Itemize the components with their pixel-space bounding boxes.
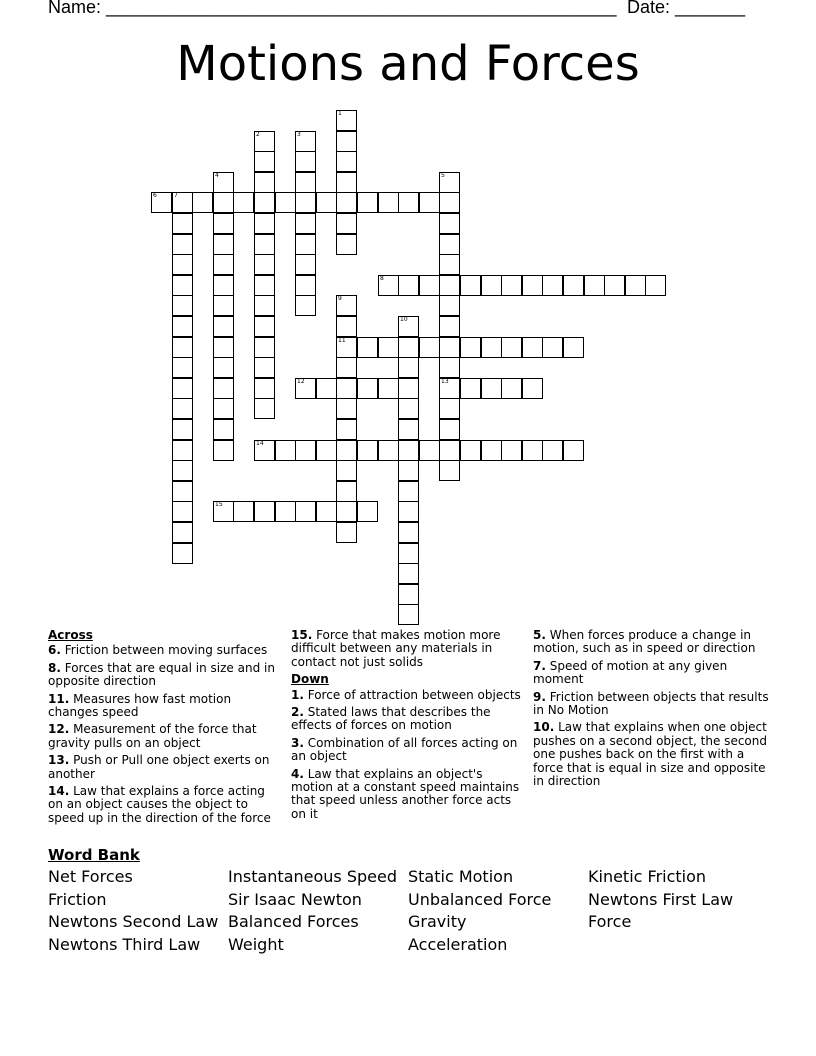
grid-cell[interactable] <box>295 254 316 275</box>
grid-cell[interactable] <box>439 337 460 358</box>
grid-cell[interactable] <box>542 337 563 358</box>
grid-cell[interactable] <box>316 440 337 461</box>
grid-cell[interactable] <box>439 172 460 193</box>
grid-cell[interactable] <box>398 563 419 584</box>
grid-cell[interactable] <box>439 275 460 296</box>
grid-cell[interactable] <box>336 213 357 234</box>
clue-number: 4 <box>215 172 219 179</box>
clue-text: Law that explains when one object pushes on a second object, the second one pushes back on the first with a force that is equal in size and opposite in direction <box>533 720 767 789</box>
grid-cell[interactable] <box>254 131 275 152</box>
grid-cell[interactable] <box>172 460 193 481</box>
grid-cell[interactable] <box>398 584 419 605</box>
word-bank-word: Unbalanced Force <box>408 889 552 909</box>
grid-cell[interactable] <box>522 337 543 358</box>
grid-cell[interactable] <box>172 316 193 337</box>
grid-cell[interactable] <box>481 337 502 358</box>
grid-cell[interactable] <box>439 357 460 378</box>
grid-cell[interactable] <box>336 172 357 193</box>
page-title: Motions and Forces <box>176 36 640 92</box>
grid-cell[interactable] <box>213 316 234 337</box>
grid-cell[interactable] <box>213 275 234 296</box>
clue-number-label: 7. <box>533 658 546 673</box>
grid-cell[interactable] <box>213 192 234 213</box>
clue-text: Force of attraction between objects <box>303 687 521 702</box>
grid-cell[interactable] <box>336 110 357 131</box>
word-bank-word: Kinetic Friction <box>588 867 707 886</box>
grid-cell[interactable] <box>213 419 234 440</box>
grid-cell[interactable] <box>419 440 440 461</box>
clue-text: Measurement of the force that gravity pulls on an object <box>48 722 257 750</box>
grid-cell[interactable] <box>172 398 193 419</box>
grid-cell[interactable] <box>398 460 419 481</box>
word-bank-word: Sir Isaac Newton <box>228 889 362 909</box>
grid-cell[interactable] <box>398 543 419 564</box>
grid-cell[interactable] <box>481 275 502 296</box>
clue-item <box>291 629 523 669</box>
grid-cell[interactable] <box>295 501 316 522</box>
grid-cell[interactable] <box>336 295 357 316</box>
clue-number: 13 <box>441 378 449 385</box>
grid-cell[interactable] <box>625 275 646 296</box>
grid-cell[interactable] <box>357 378 378 399</box>
grid-cell[interactable] <box>336 419 357 440</box>
grid-cell[interactable] <box>439 213 460 234</box>
grid-cell[interactable] <box>254 378 275 399</box>
grid-cell[interactable] <box>172 543 193 564</box>
grid-cell[interactable] <box>233 192 254 213</box>
clue-text: Friction between objects that results in No Motion <box>533 689 769 718</box>
grid-cell[interactable] <box>295 172 316 193</box>
grid-cell[interactable] <box>439 254 460 275</box>
grid-cell[interactable] <box>254 192 275 213</box>
clue-item <box>48 754 280 781</box>
clues-column-1 <box>48 629 280 829</box>
grid-cell[interactable] <box>439 316 460 337</box>
grid-cell[interactable] <box>254 316 275 337</box>
grid-cell[interactable] <box>275 192 296 213</box>
clue-item <box>48 662 280 689</box>
grid-cell[interactable] <box>316 378 337 399</box>
clue-item <box>48 693 280 720</box>
grid-cell[interactable] <box>439 378 460 399</box>
grid-cell[interactable] <box>501 337 522 358</box>
grid-cell[interactable] <box>172 378 193 399</box>
grid-cell[interactable] <box>357 501 378 522</box>
word-bank-word: Balanced Forces <box>228 912 359 932</box>
clue-text: Stated laws that describes the effects of forces on motion <box>291 705 491 733</box>
grid-cell[interactable] <box>172 440 193 461</box>
grid-cell[interactable] <box>172 213 193 234</box>
grid-cell[interactable] <box>398 481 419 502</box>
grid-cell[interactable] <box>439 419 460 440</box>
clue-number-label: 8. <box>48 660 61 675</box>
grid-cell[interactable] <box>295 131 316 152</box>
word-bank-column <box>408 866 551 956</box>
grid-cell[interactable] <box>460 378 481 399</box>
grid-cell[interactable] <box>522 275 543 296</box>
clue-item <box>291 768 523 822</box>
grid-cell[interactable] <box>398 357 419 378</box>
clue-text: Combination of all forces acting on an object <box>291 735 518 764</box>
grid-cell[interactable] <box>481 440 502 461</box>
clue-item <box>48 644 280 657</box>
grid-cell[interactable] <box>316 192 337 213</box>
grid-cell[interactable] <box>172 337 193 358</box>
grid-cell[interactable] <box>213 234 234 255</box>
clue-number-label: 1. <box>291 687 304 702</box>
grid-cell[interactable] <box>398 419 419 440</box>
grid-cell[interactable] <box>233 501 254 522</box>
grid-cell[interactable] <box>501 378 522 399</box>
grid-cell[interactable] <box>275 440 296 461</box>
clue-text: Speed of motion at any given moment <box>533 658 728 687</box>
grid-cell[interactable] <box>419 275 440 296</box>
grid-cell[interactable] <box>213 440 234 461</box>
grid-cell[interactable] <box>336 440 357 461</box>
word-bank-word: Newtons First Law <box>588 889 734 909</box>
grid-cell[interactable] <box>357 337 378 358</box>
grid-cell[interactable] <box>172 275 193 296</box>
grid-cell[interactable] <box>336 131 357 152</box>
grid-cell[interactable] <box>295 234 316 255</box>
grid-cell[interactable] <box>213 501 234 522</box>
clue-text: When forces produce a change in motion, such as in speed or direction <box>533 628 756 656</box>
clue-number-label: 12. <box>48 722 70 737</box>
word-bank-column <box>228 866 397 956</box>
grid-cell[interactable] <box>398 378 419 399</box>
word-bank-column <box>48 866 218 956</box>
grid-cell[interactable] <box>522 440 543 461</box>
clue-text: Friction between moving surfaces <box>60 643 268 658</box>
clue-number: 5 <box>441 172 445 179</box>
grid-cell[interactable] <box>584 275 605 296</box>
grid-cell[interactable] <box>378 378 399 399</box>
grid-cell[interactable] <box>563 440 584 461</box>
grid-cell[interactable] <box>172 295 193 316</box>
grid-cell[interactable] <box>275 501 296 522</box>
grid-cell[interactable] <box>213 295 234 316</box>
grid-cell[interactable] <box>378 275 399 296</box>
clue-number: 14 <box>256 440 264 447</box>
down-heading: Down <box>291 672 329 687</box>
grid-cell[interactable] <box>378 192 399 213</box>
grid-cell[interactable] <box>213 172 234 193</box>
grid-cell[interactable] <box>439 398 460 419</box>
grid-cell[interactable] <box>398 398 419 419</box>
word-bank-word: Friction <box>48 889 107 909</box>
grid-cell[interactable] <box>254 151 275 172</box>
grid-cell[interactable] <box>213 254 234 275</box>
grid-cell[interactable] <box>254 398 275 419</box>
word-bank-column <box>588 866 733 934</box>
grid-cell[interactable] <box>254 172 275 193</box>
grid-cell[interactable] <box>336 316 357 337</box>
grid-cell[interactable] <box>254 275 275 296</box>
grid-cell[interactable] <box>542 440 563 461</box>
grid-cell[interactable] <box>439 440 460 461</box>
grid-cell[interactable] <box>357 192 378 213</box>
grid-cell[interactable] <box>439 460 460 481</box>
word-bank-title: Word Bank <box>48 846 140 864</box>
date-field-label: Date: _______ <box>627 0 746 17</box>
clue-number: 15 <box>215 501 223 508</box>
grid-cell[interactable] <box>439 192 460 213</box>
grid-cell[interactable] <box>563 337 584 358</box>
grid-cell[interactable] <box>419 192 440 213</box>
clue-number: 11 <box>338 337 346 344</box>
clue-number-label: 6. <box>48 643 61 658</box>
grid-cell[interactable] <box>213 378 234 399</box>
word-bank-word: Static Motion <box>408 867 514 886</box>
grid-cell[interactable] <box>336 398 357 419</box>
clue-item <box>533 691 769 718</box>
grid-cell[interactable] <box>254 254 275 275</box>
grid-cell[interactable] <box>336 192 357 213</box>
name-field-label: Name: ___________________________________________________ <box>48 0 617 17</box>
grid-cell[interactable] <box>336 234 357 255</box>
clues-column-3 <box>533 629 769 792</box>
across-heading: Across <box>48 628 93 642</box>
clue-number-label: 3. <box>291 735 304 750</box>
grid-cell[interactable] <box>378 440 399 461</box>
clue-number-label: 4. <box>291 766 304 781</box>
grid-cell[interactable] <box>254 501 275 522</box>
grid-cell[interactable] <box>254 213 275 234</box>
clue-number-label: 13. <box>48 753 70 768</box>
word-bank-word: Acceleration <box>408 934 508 954</box>
clue-number: 6 <box>153 192 157 199</box>
grid-cell[interactable] <box>460 275 481 296</box>
grid-cell[interactable] <box>398 316 419 337</box>
clue-text: Push or Pull one object exerts on another <box>48 753 270 781</box>
grid-cell[interactable] <box>501 440 522 461</box>
grid-cell[interactable] <box>316 501 337 522</box>
clue-number: 12 <box>297 378 305 385</box>
grid-cell[interactable] <box>378 337 399 358</box>
grid-cell[interactable] <box>295 378 316 399</box>
clue-item <box>291 706 523 733</box>
word-bank-word: Newtons Second Law <box>48 912 219 932</box>
clue-number-label: 2. <box>291 705 304 720</box>
clue-number-label: 5. <box>533 628 546 642</box>
clue-number-label: 14. <box>48 784 70 799</box>
grid-cell[interactable] <box>172 234 193 255</box>
grid-cell[interactable] <box>501 275 522 296</box>
grid-cell[interactable] <box>254 357 275 378</box>
clue-item <box>291 689 523 702</box>
grid-cell[interactable] <box>481 378 502 399</box>
grid-cell[interactable] <box>213 398 234 419</box>
grid-cell[interactable] <box>336 522 357 543</box>
grid-cell[interactable] <box>172 419 193 440</box>
word-bank-word: Gravity <box>408 912 467 932</box>
clue-text: Law that explains an object's motion at a constant speed maintains that speed unless another force acts on it <box>291 766 520 821</box>
clue-number: 1 <box>338 110 342 117</box>
grid-cell[interactable] <box>419 337 440 358</box>
clue-text: Measures how fast motion changes speed <box>48 691 232 720</box>
grid-cell[interactable] <box>213 213 234 234</box>
grid-cell[interactable] <box>295 295 316 316</box>
grid-cell[interactable] <box>151 192 172 213</box>
clue-number-label: 10. <box>533 720 555 735</box>
grid-cell[interactable] <box>336 501 357 522</box>
grid-cell[interactable] <box>295 275 316 296</box>
grid-cell[interactable] <box>439 234 460 255</box>
clue-item <box>48 785 280 825</box>
grid-cell[interactable] <box>172 254 193 275</box>
clue-item <box>533 721 769 788</box>
grid-cell[interactable] <box>172 522 193 543</box>
grid-cell[interactable] <box>213 357 234 378</box>
clue-number-label: 11. <box>48 691 70 706</box>
clue-text: Law that explains a force acting on an object causes the object to speed up in the direction of the force <box>48 784 271 825</box>
grid-cell[interactable] <box>522 378 543 399</box>
clue-number: 10 <box>400 316 408 323</box>
grid-cell[interactable] <box>172 501 193 522</box>
grid-cell[interactable] <box>460 337 481 358</box>
grid-cell[interactable] <box>336 481 357 502</box>
grid-cell[interactable] <box>295 213 316 234</box>
clue-number: 8 <box>380 275 384 282</box>
grid-cell[interactable] <box>192 192 213 213</box>
grid-cell[interactable] <box>295 151 316 172</box>
grid-cell[interactable] <box>357 440 378 461</box>
word-bank-word: Newtons Third Law <box>48 934 201 954</box>
clue-number-label: 9. <box>533 689 546 704</box>
grid-cell[interactable] <box>172 357 193 378</box>
grid-cell[interactable] <box>336 378 357 399</box>
grid-cell[interactable] <box>460 440 481 461</box>
grid-cell[interactable] <box>336 151 357 172</box>
clue-text: Forces that are equal in size and in opposite direction <box>48 660 275 689</box>
word-bank-word: Weight <box>228 934 284 954</box>
grid-cell[interactable] <box>336 357 357 378</box>
grid-cell[interactable] <box>295 192 316 213</box>
grid-cell[interactable] <box>398 522 419 543</box>
clue-number: 2 <box>256 131 260 138</box>
clues-column-2 <box>291 629 523 825</box>
clue-number: 3 <box>297 131 301 138</box>
grid-cell[interactable] <box>254 295 275 316</box>
grid-cell[interactable] <box>398 192 419 213</box>
clue-item <box>48 723 280 750</box>
clue-number: 9 <box>338 295 342 302</box>
grid-cell[interactable] <box>645 275 666 296</box>
grid-cell[interactable] <box>398 275 419 296</box>
grid-cell[interactable] <box>563 275 584 296</box>
word-bank-word: Net Forces <box>48 867 133 886</box>
clue-number-label: 15. <box>291 628 313 642</box>
grid-cell[interactable] <box>254 337 275 358</box>
clue-text: Force that makes motion more difficult between any materials in contact not just solids <box>291 628 501 669</box>
grid-cell[interactable] <box>254 440 275 461</box>
word-bank-word: Force <box>588 912 632 932</box>
grid-cell[interactable] <box>604 275 625 296</box>
grid-cell[interactable] <box>336 337 357 358</box>
grid-cell[interactable] <box>254 234 275 255</box>
word-bank-word: Instantaneous Speed <box>228 867 397 886</box>
grid-cell[interactable] <box>398 501 419 522</box>
clue-item <box>533 660 769 687</box>
grid-cell[interactable] <box>542 275 563 296</box>
grid-cell[interactable] <box>172 192 193 213</box>
grid-cell[interactable] <box>398 440 419 461</box>
clue-item <box>291 737 523 764</box>
grid-cell[interactable] <box>336 460 357 481</box>
grid-cell[interactable] <box>398 337 419 358</box>
clue-number: 7 <box>174 192 178 199</box>
grid-cell[interactable] <box>295 440 316 461</box>
grid-cell[interactable] <box>398 604 419 625</box>
grid-cell[interactable] <box>213 337 234 358</box>
grid-cell[interactable] <box>172 481 193 502</box>
grid-cell[interactable] <box>439 295 460 316</box>
clue-item <box>533 629 769 656</box>
